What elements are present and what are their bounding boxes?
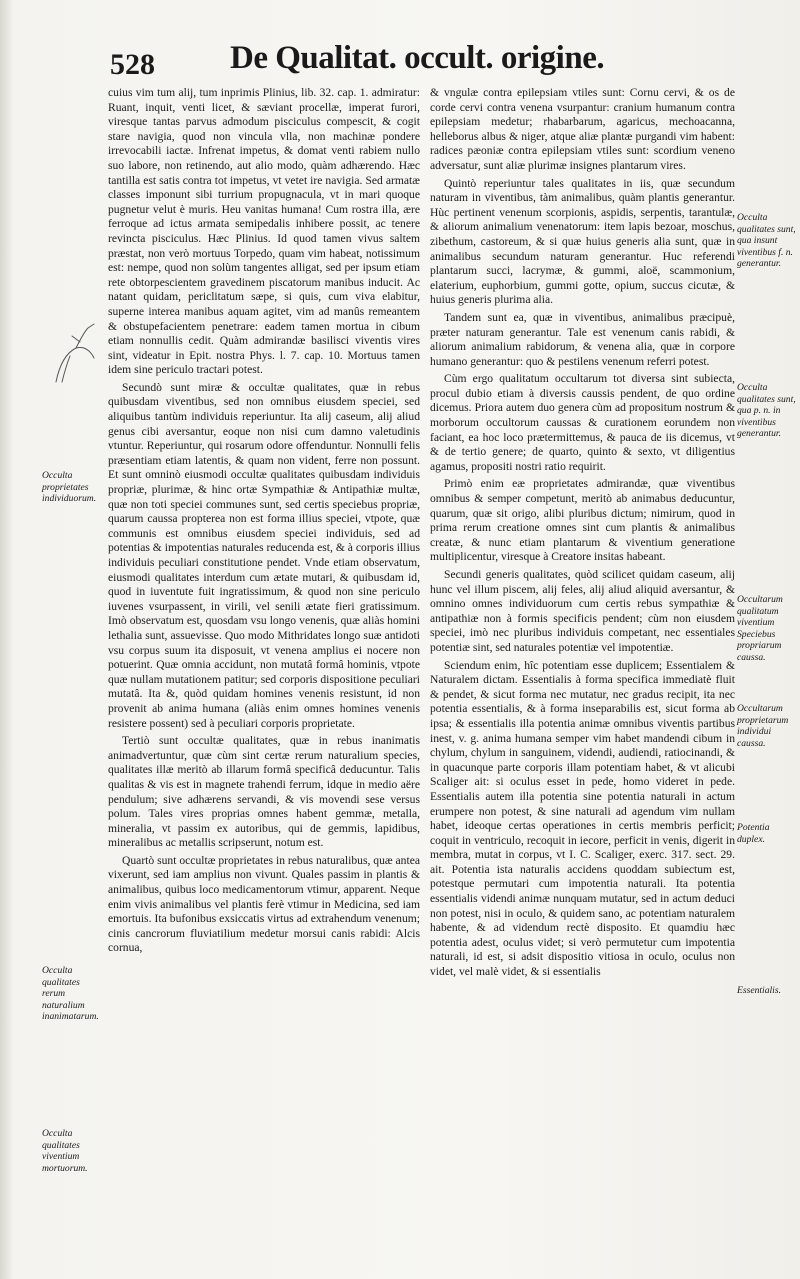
page-number: 528 (110, 48, 155, 81)
paragraph: & vngulæ contra epilepsiam vtiles sunt: Cornu cervi, & os de corde cervi contra venena vsurpantur: cranium humanum contra epilepsiam medetur; rhabarbarum, agaricus, mechoacanna, helleborus albus & niger, atque aliæ plantæ purgandi vim habent: radices pæoniæ contra epilepsiam vtiles sunt: scordium veneno adversatur, sunt aliæ plurimæ insignes plantarum vires. (430, 86, 735, 172)
right-column (430, 86, 735, 1271)
margin-note-left: Occulta proprietates individuorum. (42, 470, 97, 504)
running-head: De Qualitat. occult. origine. (230, 40, 605, 76)
margin-note-right: Potentia duplex. (737, 822, 770, 845)
margin-note-right: Occulta qualitates sunt, qua insunt viventibus f. n. generantur. (737, 212, 796, 269)
margin-note-right: Occulta qualitates sunt, qua p. n. in viventibus generantur. (737, 382, 796, 439)
paragraph: Sciendum enim, hîc potentiam esse duplicem; Essentialem & Naturalem dictam. Essentialis à forma specifica immediatè fluit & pendet, & sicut forma nec mutatur, nec gradus recipit, ita nec potentia essentialis, & à forma inseparabilis est, sicut forma ab ipsa; & essentialis illa potentia animæ omnibus viventis partibus inest, v. g. anima humana semper vim habet mandendi cibum in chylum, chylum in sanguinem, videndi, audiendi, ratiocinandi, & in quacunque parte corporis illam potentiam habet, & vt alicubi Scaliger ait: si oculus esset in pede, homo videret in pede. Essentialis autem illa potentia sine potentia naturali in actum erumpere non potest, & sine naturali ad agendum vim nullam habet, ideoque certas operationes in certis membris perficit; coquit in ventriculo, recoquit in iecore, perficit in venis, digerit in membra, mutat in corpus, vt I. C. Scaliger, exerc. 317. sect. 29. ait. Potentia ista naturalis accidens quoddam subiectum est, potestque permutari cum impotentia naturali. Ita potentia essentialis videndi animæ nunquam mutatur, sed in actum deduci non potest, nisi in oculo, & quidem sano, ac potentiam naturalem habente, & ad videndum rectè disposito. Et quamdiu hæc potentia adest, oculus videt; si verò permutetur cum impotentia naturali, id est, si adsit dispositio vitiosa in oculo, oculus non videt, vel malè videt, & si essentialis (430, 658, 735, 979)
margin-note-left: Occulta qualitates rerum naturalium inanimatarum. (42, 965, 99, 1022)
margin-note-left: Occulta qualitates viventium mortuorum. (42, 1128, 88, 1174)
page-header (110, 40, 750, 88)
paragraph: Tertiò sunt occultæ qualitates, quæ in rebus inanimatis animadvertuntur, quæ cùm sint certæ rerum naturalium species, qualitates illæ meritò ab illarum formâ specificâ deducuntur. Talis qualitas & vis est in magnete trahendi ferrum, idque in medio aëre pendulum; sive adhærens servandi, & vis movendi sese versus polum. Tales vires proprias omnes habent gemmæ, metalla, mineralia, vt passim ex autoribus, qui de gemmis, lapidibus, mineralibus ac metallis scripserunt, notum est. (108, 734, 420, 850)
paragraph: Secundò sunt miræ & occultæ qualitates, quæ in rebus quibusdam viventibus, sed non omnibus eiusdem speciei, sed aliquibus tantùm individuis reperiuntur. Ita alij caseum, alij aliud genus cibi aversantur, eoque non nisi cum damno valetudinis vtuntur. Reperiuntur, qui rosarum odore offenduntur. Nonnulli felis præsentiam etiam latentis, & quam non vident, ferre non possunt. Et sunt omninò eiusmodi occultæ qualitates quibusdam individuis propriæ, plurimæ, & hinc ortæ Sympathiæ & Antipathiæ multæ, quæ non toti speciei communes sunt, sed certis speciebus propriæ, quarum caussa propterea non est forma illius speciei, vtpote, quæ communis est omnibus eiusdem speciei individuis, sed ad potentias & impotentias naturales reducenda est, & à corporis illius individuis peculiari constitutione pendet. Vnde etiam observatum, eiusmodi qualitates interdum cum ætate mutari, & quibusdam id, quod in iuventute fuit ingratissimum, & quod non sine periculo iuvenes vsurpassent, in virili, vel senili ætate fieri gratissimum. Imò observatum est, quosdam vsu longo venenis, quæ aliàs homini lethalia sunt, assuevisse. Quo modo Mithridates longo suæ antidoti vsu corpus suum ita disposuit, vt venena amplius ei nocere non potuerint. Quæ omnia accidunt, non mutatâ formâ hominis, vtpote quæ nullam mutationem patitur; sed corporis dispositione peculiari mutatâ. Ita &, quòd quidam homines venenis resistunt, id non provenit ab anima humana (aliàs enim omnes homines venenis resistere possent) sed à peculiari corporis proprietate. (108, 380, 420, 730)
paragraph: Secundi generis qualitates, quòd scilicet quidam caseum, alij hunc vel illum piscem, alij feles, alij aliud aliquid aversantur, & omnino omnes individuorum cum certis rebus sympathiæ & antipathiæ non à formis specificis pendent; cùm non eiusdem speciei, imò nec pluribus individuis competant, nec essentiales potentiæ sint, sed naturales potentiæ vel impotentiæ. (430, 568, 735, 654)
paragraph: Quintò reperiuntur tales qualitates in iis, quæ secundum naturam in viventibus, tàm animalibus, quàm plantis generantur. Hùc pertinent venenum scorpionis, aspidis, serpentis, tarantulæ, & aliorum animalium venenatorum: item lapis bezoar, moschus, zibethum, castoreum, & si quæ huius generis alia sunt, quæ in animalibus secundum naturam generantur. Huc referendi plantarum succi, lacrymæ, & gummi, aloë, scammonium, elaterium, euphorbium, gummi gotte, opium, succus cicutæ, & huius generis plurima alia. (430, 176, 735, 307)
margin-note-right: Occultarum proprietarum individui caussa. (737, 703, 789, 749)
margin-doodle-icon (50, 322, 106, 386)
left-column (108, 86, 420, 1271)
margin-note-right: Essentialis. (737, 985, 781, 996)
paragraph: Quartò sunt occultæ proprietates in rebus naturalibus, quæ antea vixerunt, sed iam amplius non vivunt. Quales passim in plantis & animalibus, quibus loco medicamentorum vtimur, apparent. Neque enim vivis animalibus vel plantis ferè vtimur in Medicina, sed iam emortuis. Ita bufonibus exsiccatis virtus ad extrahendum venenum; cinis cancrorum fluviatilium medetur morsui canis rabidi: Alcis cornua, (108, 853, 420, 955)
margin-note-right: Occultarum qualitatum viventium Speciebus propriarum caussa. (737, 594, 783, 663)
paragraph: Tandem sunt ea, quæ in viventibus, animalibus præcipuè, præter naturam generantur. Tale est venenum canis rabidi, & aliorum animalium rabidorum, & venena alia, quæ in corpore humano generantur: quo & pestilens venenum referri potest. (430, 310, 735, 368)
paragraph: Primò enim eæ proprietates admirandæ, quæ viventibus omnibus & semper competunt, meritò ab animabus deducuntur, quarum, quæ sit origo, alibi pluribus dictum; nimirum, quod in prima rerum creatione omnes sint cum plantis & animalibus creatæ, & nunc etiam plantarum & viventium generatione multiplicentur, viresque à Creatore insitas habeant. (430, 477, 735, 564)
paragraph: cuius vim tum alij, tum inprimis Plinius, lib. 32. cap. 1. admiratur: Ruant, inquit, venti licet, & sæviant procellæ, imperat furori, viresque tantas parvus admodum pisciculus compescit, & cogit stare navigia, quod non vincula vlla, non machinæ pondere irrevocabili iactæ. Infrenat impetus, & domat venti rabiem nullo suo labore, non retinendo, aut alio modo, quàm adhærendo. Hæc tantilla est satis contra tot impetus, vt vetet ire navigia. Sed armatæ classes imponunt sibi turrium propugnacula, vt in mari quoque pugnetur velut è muris. Heu vanitas humana! Cum rostra illa, ære ferroque ad ictus armata semipedalis inhibere possit, ac tenere revincta pisciculus. Hæc Plinius. Id quod tamen vivus saltem præstat, non verò mortuus Torpedo, quam vim habeat, notissimum est: nempe, quod non solùm tangentes alligat, sed per ipsum etiam rete obtorpescientem gravedinem piscatorum manibus inducit. Ac natant quidam, periclitatum sæpe, si quis, cum viva elabitur, superne interea manibus aquam agitet, vim ad manûs remeantem & obstupefacientem penetrare: eadem tamen mortua in cibum etiam nonnullis cedit. Quàm admirandæ basilisci viventis vires sint, videatur in Epit. nostra Phys. l. 7. cap. 10. Mortuus tamen idem sine periculo tractari potest. (108, 86, 420, 377)
paragraph: Cùm ergo qualitatum occultarum tot diversa sint subiecta, procul dubio etiam à diversis caussis pendent, de quo ordine dicemus. Priora autem duo genera cùm ad propositum nostrum & morborum occultorum caussas & curationem eorundem non faciant, ea hoc loco prætermittemus, & pauca de iis dicemus, vt & de tertio genere; de quarto, quinto & sexto, vt diligentius agamus, propositi nostri ratio requirit. (430, 372, 735, 473)
